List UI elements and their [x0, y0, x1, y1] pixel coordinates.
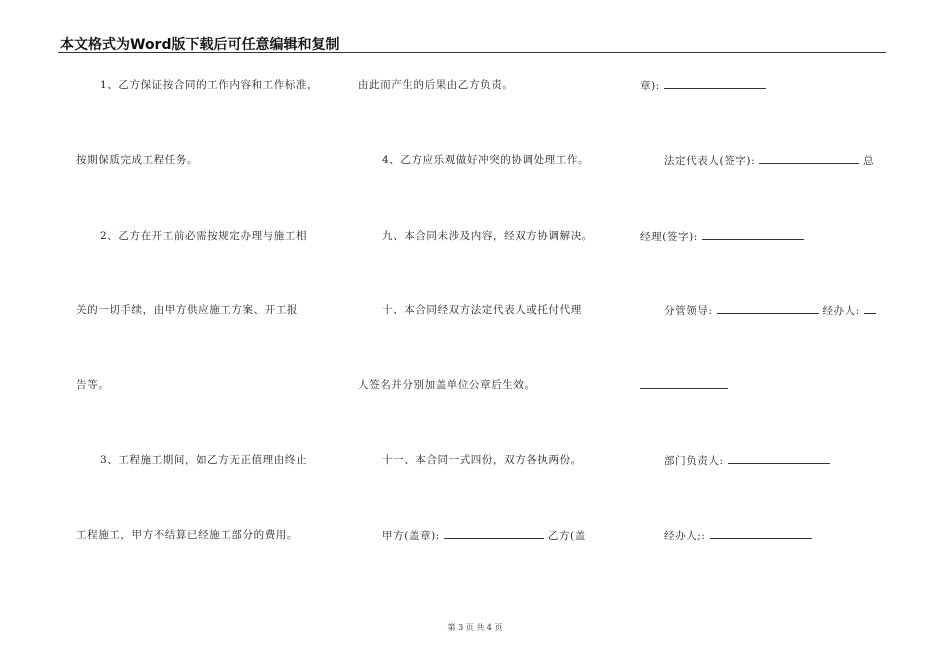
col3-line-7 [664, 528, 812, 543]
handler-blank-continued [640, 378, 728, 389]
party-b-seal-label: 乙方(盖 [547, 530, 586, 542]
supervisor-label: 分管领导: [664, 305, 713, 317]
col2-line-5: 人签名并分别加盖单位公章后生效。 [358, 379, 536, 391]
document-header-title: 本文格式为Word版下载后可任意编辑和复制 [60, 37, 340, 53]
col2-line-7 [382, 528, 586, 543]
legal-rep-label: 法定代表人(签字): [664, 155, 756, 167]
manager-label: 经理(签字): [640, 231, 698, 243]
handler2-label: 经办人;: [664, 530, 706, 542]
handler-label: 经办人: [822, 305, 860, 317]
col3-line-5 [640, 378, 728, 393]
page-number: 第 3 页 共 4 页 [447, 623, 503, 632]
col3-line-6 [664, 453, 830, 468]
manager-blank [702, 229, 804, 240]
department-head-blank [728, 453, 830, 464]
supervisor-blank [717, 303, 819, 314]
col1-line-1: 1、乙方保证按合同的工作内容和工作标准， [100, 79, 319, 91]
handler2-blank [710, 528, 812, 539]
seal-blank [664, 78, 766, 89]
col3-line-2 [664, 153, 874, 168]
handler-blank [864, 303, 876, 314]
col2-line-6: 十一、本合同一式四份，双方各执两份。 [382, 454, 582, 466]
general-label-fragment: 总 [863, 155, 875, 167]
col2-line-3: 九、本合同未涉及内容，经双方协调解决。 [382, 230, 593, 242]
col3-line-3 [640, 229, 804, 244]
col3-line-1 [640, 78, 766, 93]
col1-line-2: 按期保质完成工程任务。 [76, 154, 199, 166]
col3-line-4 [664, 303, 876, 318]
col1-line-6: 3、工程施工期间，如乙方无正值理由终止 [100, 454, 308, 466]
col1-line-3: 2、乙方在开工前必需按规定办理与施工相 [100, 230, 308, 242]
col2-line-4: 十、本合同经双方法定代表人或托付代理 [382, 304, 582, 316]
party-a-seal-label: 甲方(盖章): [382, 530, 440, 542]
col2-line-1: 由此而产生的后果由乙方负责。 [358, 79, 514, 91]
legal-rep-blank [759, 153, 859, 164]
col1-line-4: 关的一切手续，由甲方供应施工方案、开工报 [76, 304, 298, 316]
col2-line-2: 4、乙方应乐观做好冲突的协调处理工作。 [382, 154, 590, 166]
seal-label: 章): [640, 80, 660, 92]
header-divider [58, 52, 886, 53]
col1-line-5: 告等。 [76, 379, 110, 391]
department-head-label: 部门负责人: [664, 455, 724, 467]
party-a-seal-blank [444, 528, 544, 539]
col1-line-7: 工程施工，甲方不结算已经施工部分的费用。 [76, 529, 298, 541]
